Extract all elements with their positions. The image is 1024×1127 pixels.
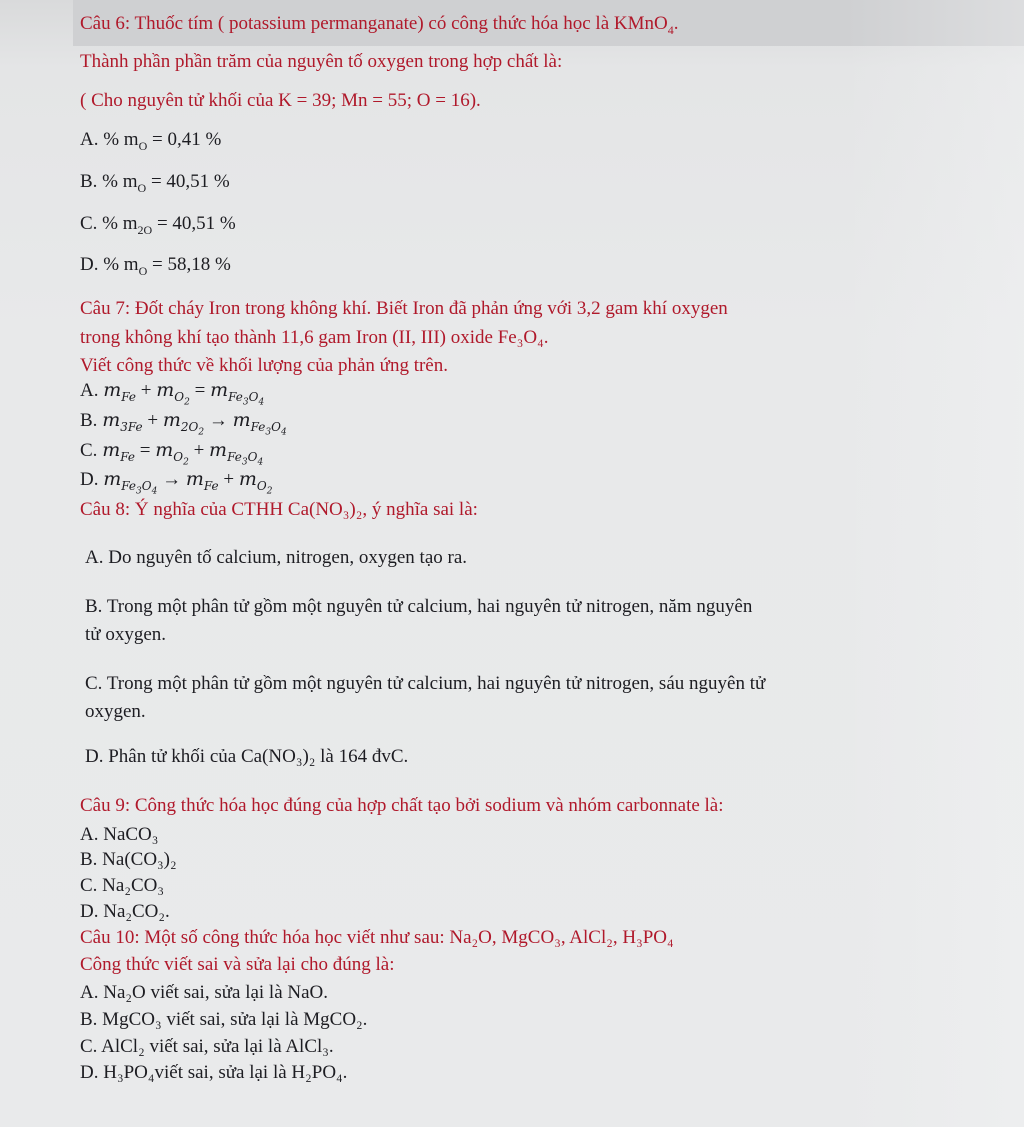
- q9-option-b: B. Na(CO₃)₂: [80, 849, 177, 870]
- q9-line-1: Câu 9: Công thức hóa học đúng của hợp chất tạo bởi sodium và nhóm carbonnate là:: [80, 795, 724, 816]
- q6-line-2: Thành phần phần trăm của nguyên tố oxygen trong hợp chất là:: [80, 51, 563, 72]
- q8-line-1: Câu 8: Ý nghĩa của CTHH Ca(NO₃)₂, ý nghĩa sai là:: [80, 499, 478, 520]
- q10-option-a: A. Na₂O viết sai, sửa lại là NaO.: [80, 982, 329, 1003]
- q8-option-b-line-1: B. Trong một phân tử gồm một nguyên tử calcium, hai nguyên tử nitrogen, năm nguyên: [85, 596, 753, 617]
- q9-option-d: D. Na₂CO₂.: [80, 901, 170, 922]
- q6-line-1: Câu 6: Thuốc tím ( potassium permanganate) có công thức hóa học là KMnO$_4$.: [80, 13, 679, 37]
- q7-option-b: B. $m_{3Fe} + m_{2O_2} \to m_{Fe_3O_4}$: [80, 409, 287, 438]
- q7-line-1: Câu 7: Đốt cháy Iron trong không khí. Biết Iron đã phản ứng với 3,2 gam khí oxygen: [80, 298, 728, 319]
- q6-option-c: C. % $m_{2O} = 40,51$ %: [80, 213, 236, 237]
- q7-option-c: C. $m_{Fe} = m_{O_2} + m_{Fe_3O_4}$: [80, 439, 264, 468]
- q7-option-a: A. $m_{Fe} + m_{O_2} = m_{Fe_3O_4}$: [80, 379, 265, 408]
- q8-option-c-line-1: C. Trong một phân tử gồm một nguyên tử calcium, hai nguyên tử nitrogen, sáu nguyên tử: [85, 673, 766, 694]
- screen-glare: [844, 0, 1024, 1127]
- q6-line-3: ( Cho nguyên tử khối của K = 39; Mn = 55; O = 16).: [80, 90, 481, 111]
- q10-option-d: D. H₃PO₄viết sai, sửa lại là H₂PO₄.: [80, 1062, 348, 1083]
- q10-line-2: Công thức viết sai và sửa lại cho đúng là:: [80, 954, 395, 975]
- q10-option-b: B. MgCO₃ viết sai, sửa lại là MgCO₂.: [80, 1009, 368, 1030]
- q8-option-c-line-2: oxygen.: [85, 701, 146, 722]
- q9-option-c: C. Na₂CO₃: [80, 875, 164, 896]
- q6-option-d: D. % $m_O = 58,18$ %: [80, 254, 231, 278]
- q7-option-d: D. $m_{Fe_3O_4} \to m_{Fe} + m_{O_2}$: [80, 468, 273, 497]
- q10-option-c: C. AlCl₂ viết sai, sửa lại là AlCl₃.: [80, 1036, 334, 1057]
- q7-line-3: Viết công thức về khối lượng của phản ứng trên.: [80, 355, 448, 376]
- q6-option-b: B. % $m_O = 40,51$ %: [80, 171, 230, 195]
- q7-line-2: trong không khí tạo thành 11,6 gam Iron (II, III) oxide Fe₃O₄.: [80, 327, 549, 348]
- q6-option-a: A. % $m_O = 0,41$ %: [80, 129, 222, 153]
- q8-option-a: A. Do nguyên tố calcium, nitrogen, oxygen tạo ra.: [85, 547, 468, 568]
- q8-option-b-line-2: tử oxygen.: [85, 624, 167, 645]
- q8-option-d: D. Phân tử khối của Ca(NO₃)₂ là 164 đvC.: [85, 746, 409, 767]
- q9-option-a: A. NaCO₃: [80, 824, 159, 845]
- q10-line-1: Câu 10: Một số công thức hóa học viết như sau: Na₂O, MgCO₃, AlCl₂, H₃PO₄: [80, 927, 674, 948]
